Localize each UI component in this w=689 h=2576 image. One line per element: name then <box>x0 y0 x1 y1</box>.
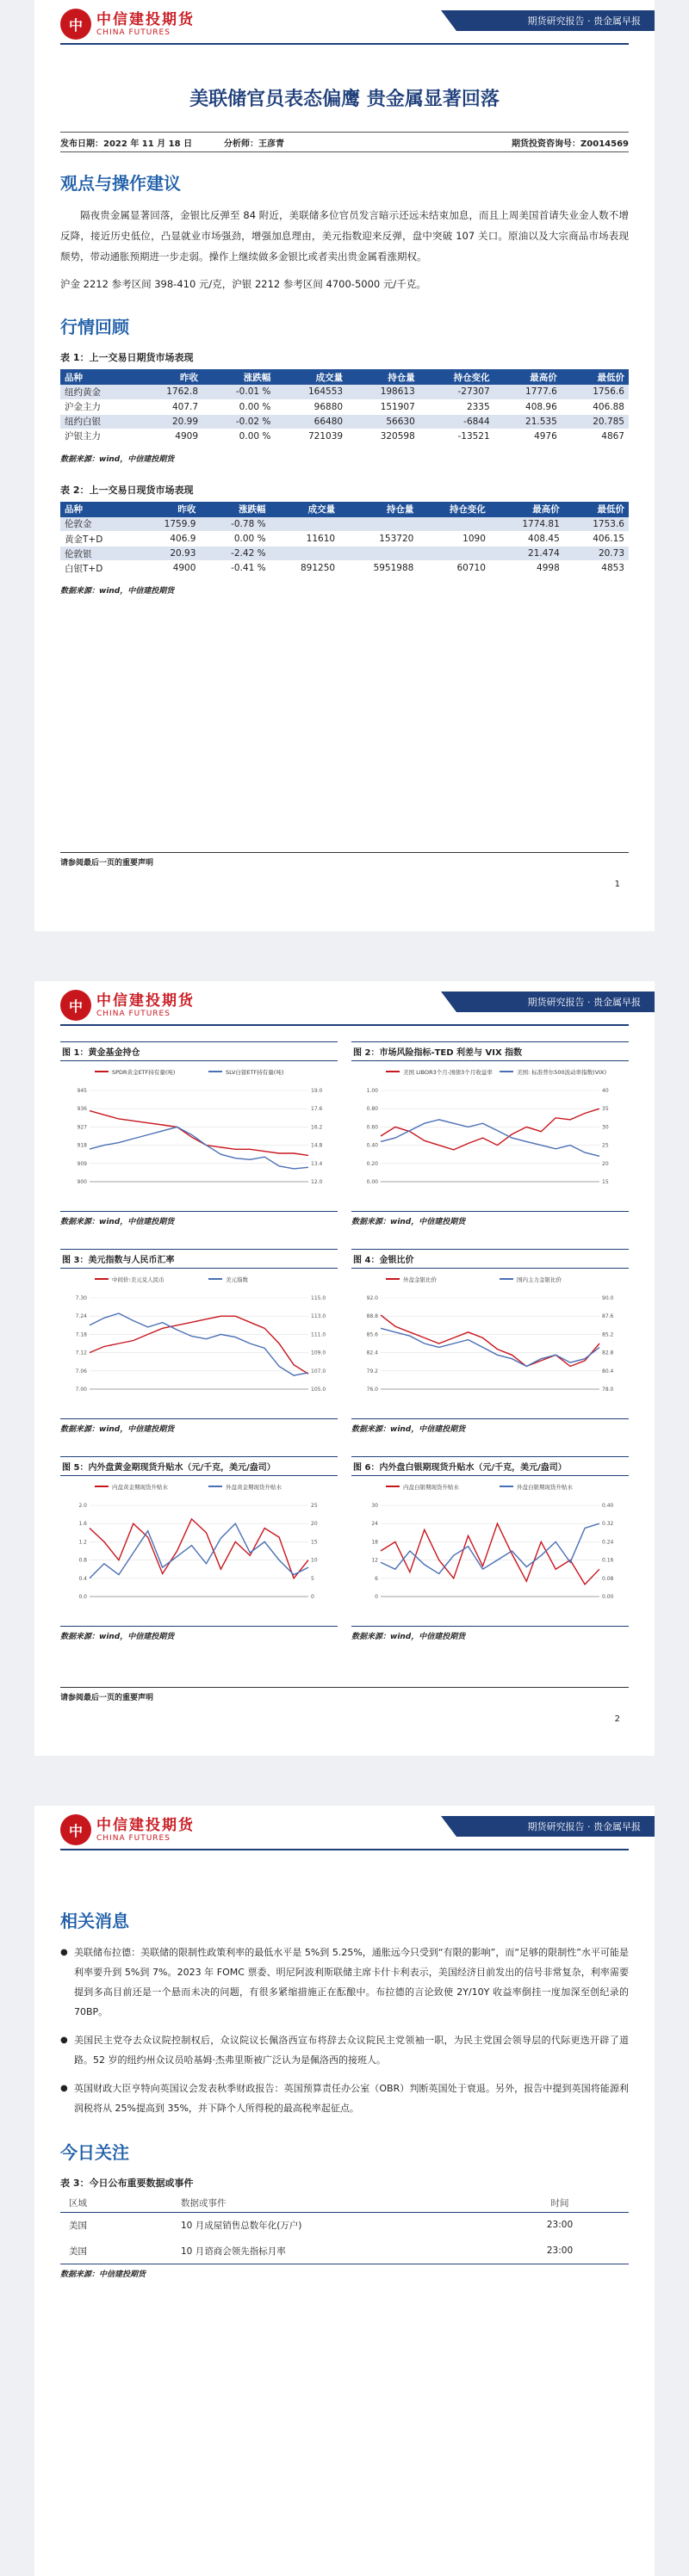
table-row <box>60 547 629 561</box>
legend-label: 外盘黄金期现货升贴水 <box>226 1484 282 1491</box>
table-cell: 0.00 % <box>200 532 270 547</box>
y-tick-label: 0.24 <box>602 1539 614 1546</box>
column-header: 昨收 <box>135 369 202 385</box>
table-cell: 151907 <box>347 399 419 414</box>
y-tick-label: 17.6 <box>311 1106 323 1113</box>
column-header: 成交量 <box>275 369 347 385</box>
table-cell <box>270 547 340 561</box>
column-header: 持仓量 <box>339 502 418 517</box>
chart-box <box>60 1249 338 1434</box>
table-cell: 1777.6 <box>494 385 562 399</box>
table-cell: 0.00 % <box>202 429 275 443</box>
table-cell: 纽约白银 <box>60 414 135 429</box>
table-cell: 沪银主力 <box>60 429 135 443</box>
y-tick-label: 0.4 <box>78 1575 87 1582</box>
y-tick-label: 12 <box>371 1557 378 1564</box>
chart-title: 图 5：内外盘黄金期现货升贴水（元/千克，美元/盎司） <box>60 1456 338 1476</box>
table-cell: -13521 <box>419 429 494 443</box>
report-page-2 <box>34 981 655 1756</box>
table-header-row <box>60 369 629 385</box>
company-logo <box>60 9 195 40</box>
y-tick-label: 105.0 <box>311 1387 326 1393</box>
y-tick-label: 936 <box>77 1106 87 1113</box>
column-header: 数据或事件 <box>172 2195 491 2212</box>
table-cell: 96880 <box>275 399 347 414</box>
y-tick-label: 0.20 <box>366 1160 378 1167</box>
chart-box <box>60 1041 338 1226</box>
table-cell: 320598 <box>347 429 419 443</box>
table-cell: 沪金主力 <box>60 399 135 414</box>
column-header: 成交量 <box>270 502 340 517</box>
legend-label: 美国 LIBOR3个月-国债3个月收益率 <box>403 1069 493 1076</box>
logo-mark: 中 <box>60 9 91 40</box>
y-tick-label: 88.8 <box>366 1313 378 1320</box>
column-header: 涨跌幅 <box>200 502 270 517</box>
table-cell: 20.73 <box>564 547 629 561</box>
y-tick-label: 0.16 <box>602 1557 614 1564</box>
y-tick-label: 18 <box>371 1539 378 1546</box>
chart-source: 数据来源：wind，中信建投期货 <box>351 1211 629 1226</box>
futures-market-table <box>60 369 629 444</box>
report-type-tag: 期货研究报告 · 贵金属早报 <box>456 991 655 1012</box>
table-cell: 56630 <box>347 414 419 429</box>
table-cell: 伦敦金 <box>60 517 135 532</box>
report-type-tag: 期货研究报告 · 贵金属早报 <box>456 10 655 31</box>
y-tick-label: 7.24 <box>75 1313 87 1320</box>
legend-label: 国内主力金银比价 <box>517 1276 562 1283</box>
column-header: 持仓量 <box>347 369 419 385</box>
y-tick-label: 909 <box>77 1160 87 1167</box>
legend-label: 美元指数 <box>226 1276 248 1283</box>
table-cell: 23:00 <box>546 2246 574 2256</box>
table-cell: 153720 <box>339 532 418 547</box>
y-tick-label: 6 <box>375 1575 378 1582</box>
y-tick-label: 30 <box>602 1124 609 1131</box>
y-tick-label: 78.0 <box>602 1387 614 1393</box>
chart-source: 数据来源：wind，中信建投期货 <box>60 1211 338 1226</box>
chart-source: 数据来源：wind，中信建投期货 <box>60 1418 338 1434</box>
table-cell: 5951988 <box>339 561 418 576</box>
news-item: ● 美联储布拉德：美联储的限制性政策利率的最低水平是 5%到 5.25%，通胀远今只受到“有限的影响”，而“足够的限制性”水平可能是利率要升到 5%到 7%。2023 年 FOMC 票委、明尼阿波利斯联储主席卡什卡利表示，美国经济目前发出的信号非常复杂，利率需要提到多高目前还是一个悬而未决的问题，有很多紧缩措施正在酝酿中。布拉德的言论致使 2Y/10Y 收益率倒挂一度加深至创纪录的 70BP。 <box>74 1943 629 2022</box>
table-cell: 0.00 % <box>202 399 275 414</box>
table-row <box>60 532 629 547</box>
table2-source: 数据来源：wind，中信建投期货 <box>60 587 175 596</box>
y-tick-label: 82.4 <box>366 1350 378 1356</box>
chart-box <box>60 1456 338 1641</box>
logo-mark: 中 <box>60 990 91 1021</box>
table1-source: 数据来源：wind，中信建投期货 <box>60 454 175 464</box>
logo-english-name: CHINA FUTURES <box>96 28 171 37</box>
table-cell: 408.45 <box>490 532 564 547</box>
y-tick-label: 7.30 <box>75 1295 87 1301</box>
table-row <box>60 517 629 532</box>
chart-source: 数据来源：wind，中信建投期货 <box>60 1626 338 1641</box>
report-title: 美联储官员表态偏鹰 贵金属显著回落 <box>189 89 500 110</box>
chart-source: 数据来源：wind，中信建投期货 <box>351 1418 629 1434</box>
chart-title: 图 2：市场风险指标-TED 利差与 VIX 指数 <box>351 1041 629 1061</box>
y-tick-label: 25 <box>602 1142 609 1149</box>
table-cell: 164553 <box>275 385 347 399</box>
y-tick-label: 918 <box>77 1142 87 1149</box>
legend-label: 中间价:美元兑人民币 <box>112 1276 164 1283</box>
table-row <box>60 429 629 443</box>
news-item: ● 美国民主党夺去众议院控制权后，众议院议长佩洛西宣布将辞去众议院民主党领袖一职，为民主党国会领导层的代际更迭开辟了道路。52 岁的纽约州众议员哈基姆·杰弗里斯被广泛认为是佩洛西的接班人。 <box>74 2030 629 2070</box>
chart-box <box>351 1041 629 1226</box>
y-tick-label: 14.8 <box>311 1142 323 1149</box>
table-cell: 美国 <box>69 2220 87 2231</box>
column-header: 时间 <box>491 2195 629 2212</box>
column-header: 品种 <box>60 369 135 385</box>
series-line <box>90 1127 308 1169</box>
y-tick-label: 20 <box>311 1521 318 1528</box>
page-number: 2 <box>614 1714 620 1724</box>
y-tick-label: 113.0 <box>311 1313 326 1320</box>
table-cell <box>418 547 490 561</box>
series-line <box>381 1120 599 1156</box>
table-cell: 408.96 <box>494 399 562 414</box>
y-tick-label: 79.2 <box>366 1368 378 1374</box>
y-tick-label: 2.0 <box>78 1503 87 1509</box>
report-meta <box>60 132 629 152</box>
table-cell: 406.15 <box>564 532 629 547</box>
table-cell: -0.41 % <box>200 561 270 576</box>
y-tick-label: 0.32 <box>602 1521 614 1528</box>
y-tick-label: 25 <box>311 1503 318 1509</box>
page-header <box>34 0 655 55</box>
legend-label: 外盘白银期现货升贴水 <box>517 1484 573 1491</box>
table-cell: -6844 <box>419 414 494 429</box>
gold-silver-ratio-chart <box>351 1269 629 1415</box>
column-header: 涨跌幅 <box>202 369 275 385</box>
y-tick-label: 15 <box>602 1179 609 1185</box>
table-cell: 伦敦银 <box>60 547 135 561</box>
news-item: ● 英国财政大臣亨特向英国议会发表秋季财政报告：英国预算责任办公室（OBR）判断英国处于衰退。另外，报告中提到英国将能源利润税将从 25%提高到 35%，并下降个人所得税的最高税率起征点。 <box>74 2079 629 2118</box>
table-cell: -0.78 % <box>200 517 270 532</box>
table-row <box>60 2238 629 2264</box>
table-cell: 407.7 <box>135 399 202 414</box>
table-cell: 白银T+D <box>60 561 135 576</box>
table-cell: 66480 <box>275 414 347 429</box>
gold-etf-holdings-chart <box>60 1061 338 1208</box>
y-tick-label: 20 <box>602 1160 609 1167</box>
column-header: 最低价 <box>564 502 629 517</box>
series-line <box>381 1315 599 1367</box>
section-heading-views: 观点与操作建议 <box>60 173 181 194</box>
chart-title: 图 4：金银比价 <box>351 1249 629 1269</box>
y-tick-label: 90.0 <box>602 1295 614 1301</box>
y-tick-label: 76.0 <box>366 1387 378 1393</box>
table3-source: 数据来源：中信建投期货 <box>60 2264 629 2279</box>
legend-label: 美国: 标准普尔500波动率指数(VIX) <box>517 1069 607 1076</box>
header-divider <box>60 43 629 45</box>
y-tick-label: 0.40 <box>602 1503 614 1509</box>
y-tick-label: 1.00 <box>366 1088 378 1094</box>
table-header-row <box>60 502 629 517</box>
table-cell: 21.474 <box>490 547 564 561</box>
y-tick-label: 13.4 <box>311 1160 323 1167</box>
publish-date: 发布日期：2022 年 11 月 18 日 <box>60 139 193 149</box>
section-heading-today: 今日关注 <box>60 2142 129 2163</box>
series-line <box>381 1523 599 1573</box>
spot-market-table <box>60 502 629 577</box>
y-tick-label: 0 <box>375 1594 378 1600</box>
column-header: 最高价 <box>490 502 564 517</box>
analyst: 分析师：王彦青 <box>224 139 284 149</box>
logo-chinese-name: 中信建投期货 <box>96 992 195 1010</box>
chart-box <box>351 1249 629 1434</box>
table-cell: 4853 <box>564 561 629 576</box>
y-tick-label: 16.2 <box>311 1124 323 1131</box>
y-tick-label: 1.6 <box>78 1521 87 1528</box>
y-tick-label: 900 <box>77 1179 87 1185</box>
table-cell: 美国 <box>69 2246 87 2257</box>
logo-chinese-name: 中信建投期货 <box>96 11 195 28</box>
disclaimer-note: 请参阅最后一页的重要声明 <box>60 1687 629 1702</box>
table-cell: 1090 <box>418 532 490 547</box>
y-tick-label: 15 <box>311 1539 318 1546</box>
events-table <box>60 2195 629 2264</box>
table-cell <box>418 517 490 532</box>
series-line <box>90 1316 308 1374</box>
y-tick-label: 0.8 <box>78 1557 87 1564</box>
y-tick-label: 12.0 <box>311 1179 323 1185</box>
y-tick-label: 10 <box>311 1557 318 1564</box>
company-logo <box>60 1814 195 1845</box>
y-tick-label: 7.12 <box>75 1350 87 1356</box>
company-logo <box>60 990 195 1021</box>
table-cell: 1774.81 <box>490 517 564 532</box>
table-cell: -27307 <box>419 385 494 399</box>
y-tick-label: 0.80 <box>366 1106 378 1113</box>
table-cell: 4976 <box>494 429 562 443</box>
y-tick-label: 945 <box>77 1088 87 1094</box>
logo-english-name: CHINA FUTURES <box>96 1010 171 1018</box>
y-tick-label: 0.60 <box>366 1124 378 1131</box>
logo-english-name: CHINA FUTURES <box>96 1834 171 1843</box>
table-cell: 11610 <box>270 532 340 547</box>
legend-label: SPDR黄金ETF持有量(吨) <box>112 1069 176 1076</box>
table-cell: 406.88 <box>562 399 629 414</box>
table-cell <box>270 517 340 532</box>
y-tick-label: 1.2 <box>78 1539 87 1546</box>
column-header: 持仓变化 <box>418 502 490 517</box>
usd-cny-chart <box>60 1269 338 1415</box>
disclaimer-note: 请参阅最后一页的重要声明 <box>60 852 629 868</box>
table-cell: 1759.9 <box>135 517 200 532</box>
table-cell: 20.785 <box>562 414 629 429</box>
y-tick-label: 111.0 <box>311 1331 326 1338</box>
y-tick-label: 24 <box>371 1521 378 1528</box>
table3-caption: 表 3：今日公布重要数据或事件 <box>60 2178 194 2189</box>
table-cell: 4900 <box>135 561 200 576</box>
y-tick-label: 7.06 <box>75 1368 87 1374</box>
chart-box <box>351 1456 629 1641</box>
y-tick-label: 7.00 <box>75 1387 87 1393</box>
table-cell: 721039 <box>275 429 347 443</box>
y-tick-label: 82.8 <box>602 1350 614 1356</box>
y-tick-label: 5 <box>311 1575 314 1582</box>
logo-chinese-name: 中信建投期货 <box>96 1817 195 1834</box>
chart-title: 图 3：美元指数与人民币汇率 <box>60 1249 338 1269</box>
y-tick-label: 40 <box>602 1088 609 1094</box>
chart-grid <box>60 1041 629 1664</box>
y-tick-label: 85.6 <box>366 1331 378 1338</box>
y-tick-label: 30 <box>371 1503 378 1509</box>
report-page-3 <box>34 1806 655 2576</box>
y-tick-label: 80.4 <box>602 1368 614 1374</box>
y-tick-label: 0.00 <box>602 1594 614 1600</box>
header-divider <box>60 1024 629 1026</box>
column-header: 最低价 <box>562 369 629 385</box>
table-cell: 23:00 <box>546 2220 574 2231</box>
y-tick-label: 0.08 <box>602 1575 614 1582</box>
table-row <box>60 561 629 576</box>
column-header: 昨收 <box>135 502 200 517</box>
column-header: 区域 <box>60 2195 172 2212</box>
legend-label: SLV白银ETF持有量(吨) <box>226 1069 284 1076</box>
legend-label: 外盘金银比价 <box>403 1276 437 1283</box>
reference-range: 沪金 2212 参考区间 398-410 元/克，沪银 2212 参考区间 4700-5000 元/千克。 <box>60 278 426 290</box>
table1-caption: 表 1：上一交易日期货市场表现 <box>60 352 194 363</box>
column-header: 品种 <box>60 502 135 517</box>
y-tick-label: 19.0 <box>311 1088 323 1094</box>
table-cell <box>339 547 418 561</box>
table-cell: 1753.6 <box>564 517 629 532</box>
y-tick-label: 0 <box>311 1594 314 1600</box>
series-line <box>90 1313 308 1375</box>
table-cell: 纽约黄金 <box>60 385 135 399</box>
table-cell: 406.9 <box>135 532 200 547</box>
table-cell: 60710 <box>418 561 490 576</box>
table-cell: 1762.8 <box>135 385 202 399</box>
table-cell: 10 月成屋销售总数年化(万户) <box>181 2220 302 2231</box>
table-cell: 黄金T+D <box>60 532 135 547</box>
license-number: 期货投资咨询号：Z0014569 <box>512 139 629 149</box>
report-page-1 <box>34 0 655 931</box>
table-cell: -2.42 % <box>200 547 270 561</box>
table-row <box>60 399 629 414</box>
table-cell: -0.01 % <box>202 385 275 399</box>
table-cell: 4998 <box>490 561 564 576</box>
table-row <box>60 385 629 399</box>
table-cell <box>339 517 418 532</box>
table-cell: 4867 <box>562 429 629 443</box>
legend-label: 内盘黄金期现货升贴水 <box>112 1484 168 1491</box>
chart-title: 图 6：内外盘白银期现货升贴水（元/千克，美元/盎司） <box>351 1456 629 1476</box>
table-cell: 891250 <box>270 561 340 576</box>
table-cell: 20.99 <box>135 414 202 429</box>
table-cell: 2335 <box>419 399 494 414</box>
legend-label: 内盘白银期现货升贴水 <box>403 1484 459 1491</box>
column-header: 最高价 <box>494 369 562 385</box>
logo-mark: 中 <box>60 1814 91 1845</box>
table-cell: 21.535 <box>494 414 562 429</box>
y-tick-label: 927 <box>77 1124 87 1131</box>
silver-basis-chart <box>351 1476 629 1622</box>
ted-vix-chart <box>351 1061 629 1208</box>
y-tick-label: 109.0 <box>311 1350 326 1356</box>
header-divider <box>60 1849 629 1850</box>
report-type-tag: 期货研究报告 · 贵金属早报 <box>456 1816 655 1837</box>
y-tick-label: 107.0 <box>311 1368 326 1374</box>
views-paragraph: 隔夜贵金属显著回落，金银比反弹至 84 附近，美联储多位官员发言暗示还远未结束加息，而且上周美国首请失业金人数不增反降，接近历史低位，凸显就业市场强劲，增强加息理由，美元指数迎来反弹，盘中突破 107 关口。原油以及大宗商品市场表现颓势，带动通胀预期进一步走弱。操作上继续做多金银比或者卖出贵金属看涨期权。 <box>60 209 629 263</box>
y-tick-label: 35 <box>602 1106 609 1113</box>
table-cell: 20.93 <box>135 547 200 561</box>
page-header <box>34 1806 655 1861</box>
table2-caption: 表 2：上一交易日现货市场表现 <box>60 484 194 496</box>
column-header: 持仓变化 <box>419 369 494 385</box>
section-heading-review: 行情回顾 <box>60 317 129 337</box>
gold-basis-chart <box>60 1476 338 1622</box>
table-header-row <box>60 2195 629 2212</box>
chart-title: 图 1：黄金基金持仓 <box>60 1041 338 1061</box>
y-tick-label: 7.18 <box>75 1331 87 1338</box>
page-header <box>34 981 655 1036</box>
page-number: 1 <box>614 880 620 889</box>
table-cell: 10 月谘商会领先指标月率 <box>181 2246 286 2257</box>
chart-source: 数据来源：wind，中信建投期货 <box>351 1626 629 1641</box>
series-line <box>90 1111 308 1156</box>
table-row <box>60 2212 629 2238</box>
table-row <box>60 414 629 429</box>
table-cell: 1756.6 <box>562 385 629 399</box>
table-cell: -0.02 % <box>202 414 275 429</box>
table-cell: 4909 <box>135 429 202 443</box>
y-tick-label: 87.6 <box>602 1313 614 1320</box>
y-tick-label: 92.0 <box>366 1295 378 1301</box>
y-tick-label: 0.40 <box>366 1142 378 1149</box>
y-tick-label: 85.2 <box>602 1331 614 1338</box>
y-tick-label: 115.0 <box>311 1295 326 1301</box>
y-tick-label: 0.0 <box>78 1594 87 1600</box>
section-heading-news: 相关消息 <box>60 1911 129 1931</box>
table-cell: 198613 <box>347 385 419 399</box>
y-tick-label: 0.00 <box>366 1179 378 1185</box>
